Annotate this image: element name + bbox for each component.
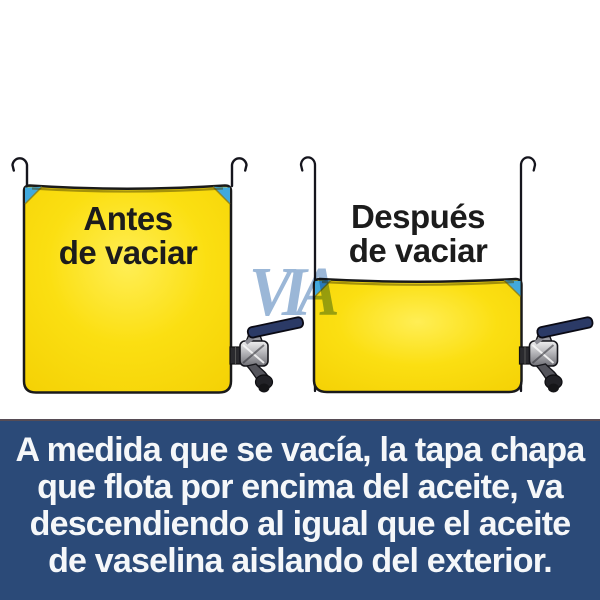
right-tank (301, 157, 593, 392)
right-tank-label-line1: Después (350, 198, 486, 235)
caption-line-1: A medida que se vacía, la tapa chapa (15, 431, 585, 469)
right-tank-label-line2: de vaciar (348, 232, 488, 269)
left-tank (13, 158, 304, 392)
hook-icon (232, 158, 247, 186)
left-tank-label-line2: de vaciar (58, 234, 198, 271)
left-tank-label-line1: Antes (83, 200, 173, 237)
right-tank-label (314, 200, 522, 268)
caption-line-2: que flota por encima del aceite, va (37, 468, 563, 506)
hook-icon (13, 158, 28, 186)
watermark: VIA (249, 254, 330, 331)
right-tank-liquid (314, 279, 522, 392)
caption-text (0, 421, 600, 580)
left-tank-label (24, 202, 232, 270)
caption-line-3: descendiendo al igual que el aceite (29, 505, 571, 543)
caption-banner (0, 419, 600, 600)
caption-line-4: de vaselina aislando del exterior. (48, 542, 552, 580)
